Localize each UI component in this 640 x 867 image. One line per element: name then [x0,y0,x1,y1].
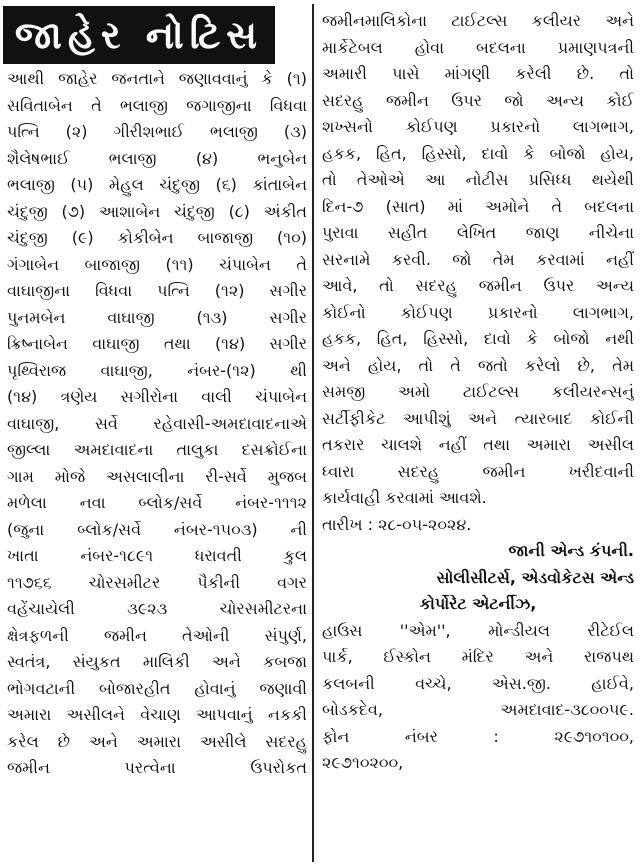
notice-line: આવે, તો સદરહુ જમીન ઉપર અન્ય [322,276,634,295]
notice-line: પુરાવા સહીત લેખિત જાણ નીચેના [322,223,634,242]
notice-line: સ્વતંત્ર, સંયુકત માલિકી અને કબજા [7,652,307,671]
notice-line: વાઘાજી, સર્વે રહેવાસી-અમદાવાદનાએ [7,413,307,433]
notice-line: ધ્વારા સદરહુ જમીન ખરીદવાની [322,461,634,481]
notice-line: કરેલ છે અને અમારા અસીલે સદરહુ [7,731,307,751]
notice-line: કોર્પોરેટ એટર્નીઝ, [419,594,537,613]
notice-line: સોલીસીટર્સ, એડવોકેટસ એન્ડ [436,567,634,587]
notice-line: ખાતા નંબર-૧૮૯૧ ધરાવતી કુલ [7,546,307,565]
notice-right-column [322,0,638,867]
notice-line: વાઘાજીના વિધવા પત્નિ (૧૨) સગીર [7,281,307,300]
notice-line: જાની એન્ડ કંપની. [508,541,634,560]
notice-line: પૃથ્વિરાજ વાઘાજી, નંબર-(૧૨) થી [7,360,307,380]
notice-left-column [0,0,312,867]
notice-line: હકક, હિત, હિસ્સો, દાવો કે બોજો નથી [322,329,634,348]
notice-line: ફોન નંબર : ૨૯૭૧૦૧૦૦, [322,726,634,746]
notice-line: શૈલેષભાઈ ભલાજી (૪) ભનુબેન [7,148,307,168]
notice-body-left [7,66,307,782]
notice-line: બોડકદેવ, અમદાવાદ-૩૮૦૦૫૯. [322,700,634,719]
notice-line: કલબની વચ્ચે, એસ.જી. હાઈવે, [322,673,634,693]
notice-line: જીલ્લા અમદાવાદના તાલુકા દસક્રોઈના [7,440,307,459]
notice-line: તકરાર ચાલશે નહીં તથા અમારા અસીલ [322,435,634,454]
notice-line: શખ્સનો કોઈપણ પ્રકારનો લાગભાગ, [322,117,634,136]
notice-line: જમીન પરત્વેના ઉપરોકત [7,758,307,777]
notice-line: આથી જાહેર જનતાને જણાવવાનું કે (૧) [7,69,307,88]
column-divider [312,4,314,862]
notice-line: ગંગાબેન બાજાજી (૧૧) ચંપાબેન તે [7,254,307,274]
notice-title-box [3,6,275,64]
notice-line: સમજી અમો ટાઈટલ્સ કલીયરન્સનું [322,382,634,401]
notice-line: હાઉસ ''એમ'', મોન્ડીયલ રીટેઈલ [322,620,634,640]
notice-body-right [322,8,634,777]
notice-line: પત્નિ (૨) ગીરીશભાઈ ભલાજી (૩) [7,122,307,141]
notice-line: પાર્ક, ઈસ્કોન મંદિર અને રાજપથ [322,647,634,666]
notice-line: ચંદુજી (૭) આશાબેન ચંદુજી (૮) અંકીત [7,201,307,221]
notice-line: મળેલા નવા બ્લોક/સર્વે નંબર-૧૧૧૨ [7,493,307,512]
notice-line: ગામ મોજે અસલાલીના રી-સર્વે મુજબ [7,466,307,486]
notice-line: હકક, હિત, હિસ્સો, દાવો કે બોજો હોય, [322,143,634,163]
notice-line: ક્રિષ્નાબેન વાઘાજી તથા (૧૪) સગીર [7,334,307,353]
notice-line: ભલાજી (૫) મેહુલ ચંદુજી (૬) કાંતાબેન [7,175,307,194]
notice-line: જમીનમાલિકોના ટાઈટલ્સ કલીયર અને [322,11,634,30]
notice-line: દિન-૭ (સાત) માં અમોને તે બદલના [322,196,634,216]
notice-line: ૧૧૭૬૬ ચોરસમીટર પૈકીની વગર [7,572,307,592]
notice-line: અને હોય, તો તે જતો કરેલો છે, તેમ [322,355,634,375]
notice-line: કાર્યવાહી કરવામાં આવશે. [322,488,487,507]
notice-line: વહેંચાયેલી ૩૯૨૩ ચોરસમીટરના [7,599,307,618]
notice-line: સરનામે કરવી. જો તેમ કરવામાં નહીં [322,249,634,269]
notice-line: તો તેઓએ આ નોટીસ પ્રસિધ્ધ થયેથી [322,170,634,189]
notice-line: ચંદુજી (૯) કોકીબેન બાજાજી (૧૦) [7,228,307,247]
notice-line: અમારી પાસે માંગણી કરેલી છે. તો [322,64,634,83]
notice-line: પુનમબેન વાઘાજી (૧૩) સગીર [7,307,307,327]
notice-line: ક્ષેત્રફળની જમીન તેઓની સંપુર્ણ, [7,625,307,645]
notice-line: સદરહુ જમીન ઉપર જો અન્ય કોઈ [322,90,634,110]
notice-line: કોઈનો કોઈપણ પ્રકારનો લાગભાગ, [322,302,634,322]
notice-line: (૧૪) ત્રણેય સગીરોના વાલી ચંપાબેન [7,387,307,406]
notice-line: સર્ટીફીકેટ આપીશું અને ત્યારબાદ કોઈની [322,408,634,428]
notice-line: (જુના બ્લોક/સર્વે નંબર-૧૫૦૩) ની [7,519,307,539]
notice-title: જાહેર નોટિસ [14,12,264,57]
notice-line: ભોગવટાની બોજારહીત હોવાનું જણાવી [7,678,307,698]
notice-line: માર્કેટેબલ હોવા બદલના પ્રમાણપત્રની [322,37,634,57]
notice-line: સવિતાબેન તે ભલાજી જગાજીના વિધવા [7,95,307,115]
notice-line: અમારા અસીલને વેચાણ આપવાનું નકકી [7,705,307,724]
notice-line: ૨૯૭૧૦૨૦૦, [322,753,404,772]
notice-line: તારીખ : ૨૮-૦૫-૨૦૨૪. [322,514,472,534]
